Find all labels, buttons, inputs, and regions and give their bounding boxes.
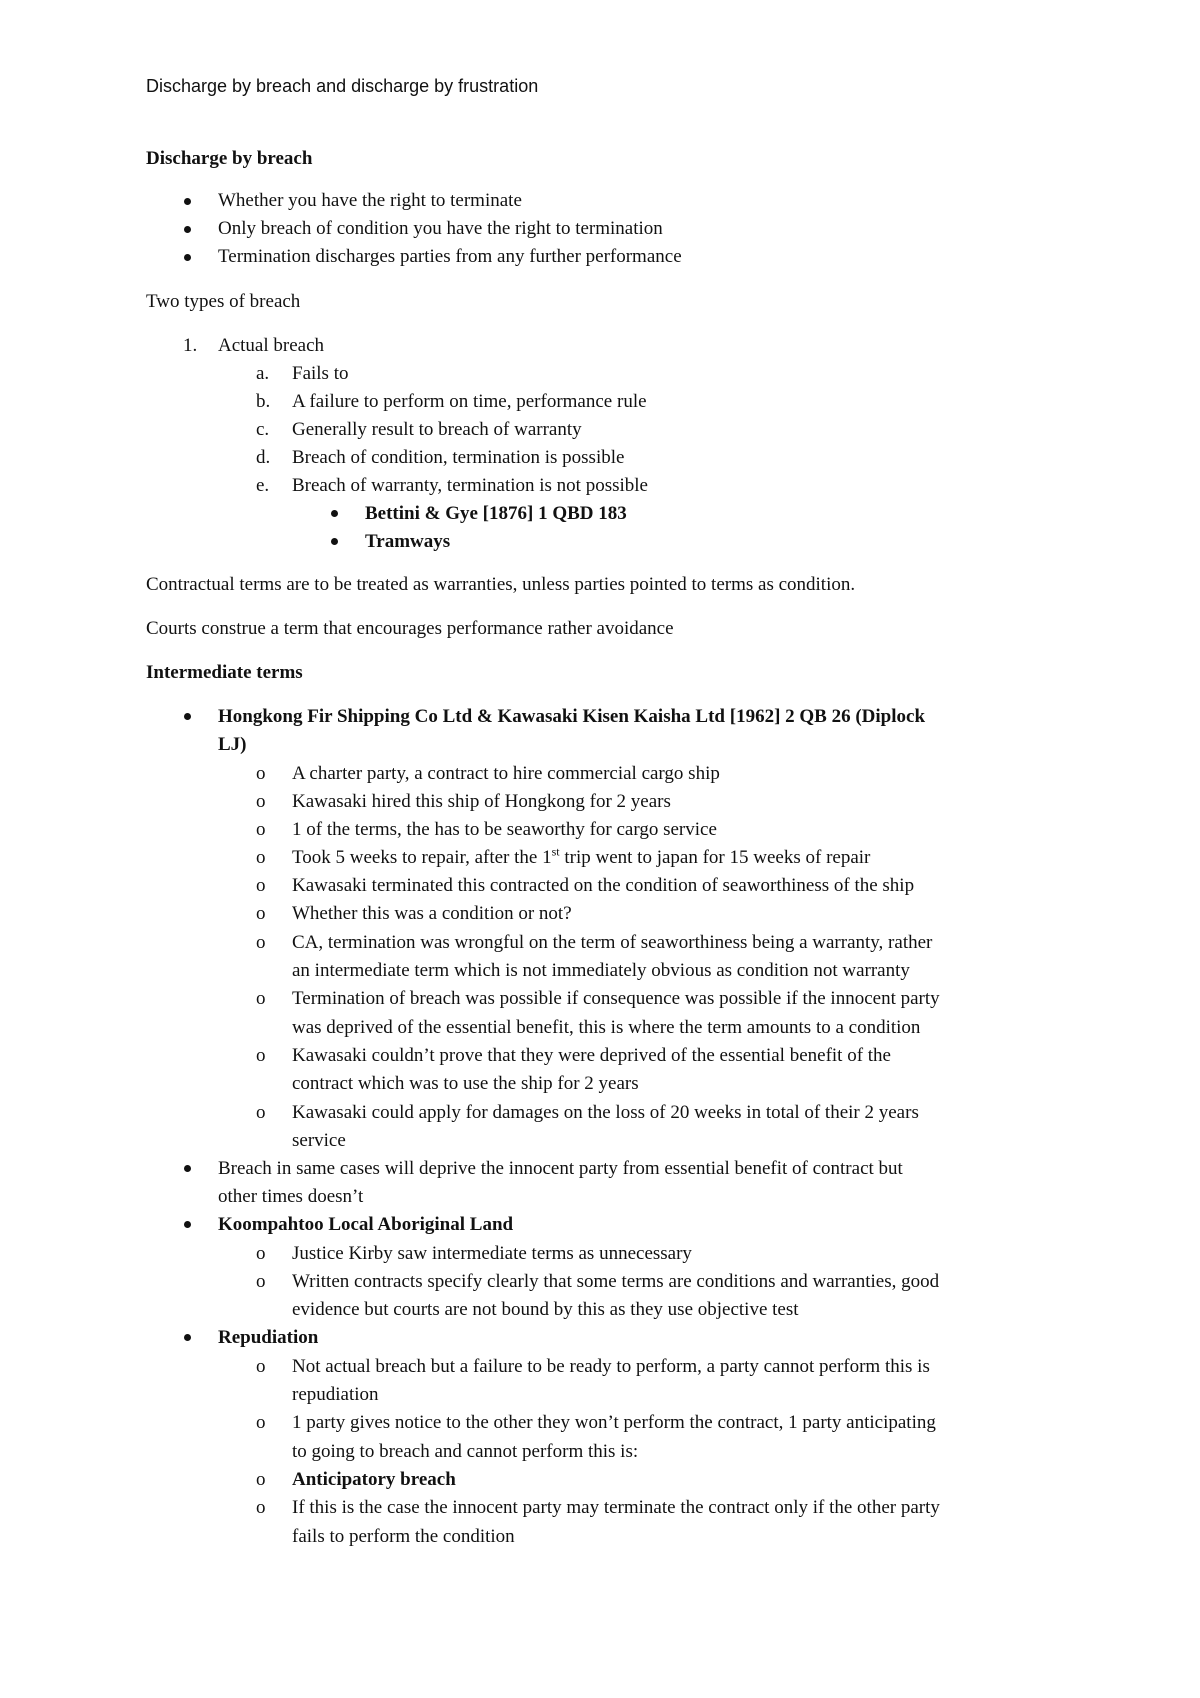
list-item: A failure to perform on time, performance rule xyxy=(292,391,647,412)
list-item: Breach of condition, termination is possible xyxy=(292,447,625,468)
bullet-icon xyxy=(184,226,191,233)
bullet-icon xyxy=(184,1165,191,1172)
list-item xyxy=(292,846,870,870)
circle-bullet-icon: o xyxy=(256,1102,266,1123)
text-part: Took 5 weeks to repair, after the 1 xyxy=(292,847,552,868)
circle-bullet-icon: o xyxy=(256,763,266,784)
list-item-continued: contract which was to use the ship for 2 years xyxy=(292,1073,639,1094)
list-letter: b. xyxy=(256,391,271,412)
list-item: Kawasaki hired this ship of Hongkong for 2 years xyxy=(292,791,671,812)
circle-bullet-icon: o xyxy=(256,1497,266,1518)
list-item: Termination discharges parties from any further performance xyxy=(218,246,682,267)
doc-title: Discharge by breach and discharge by frustration xyxy=(146,76,539,96)
text-part: trip went to japan for 15 weeks of repair xyxy=(559,847,871,868)
list-letter: a. xyxy=(256,363,270,384)
paragraph: Courts construe a term that encourages performance rather avoidance xyxy=(146,618,674,639)
list-item: Kawasaki terminated this contracted on the condition of seaworthiness of the ship xyxy=(292,875,915,896)
list-item: 1 of the terms, the has to be seaworthy for cargo service xyxy=(292,819,717,840)
paragraph: Contractual terms are to be treated as warranties, unless parties pointed to terms as condition. xyxy=(146,574,856,595)
list-item: Fails to xyxy=(292,363,349,384)
list-item-continued: was deprived of the essential benefit, this is where the term amounts to a condition xyxy=(292,1017,921,1038)
list-item-continued: evidence but courts are not bound by this as they use objective test xyxy=(292,1299,799,1320)
list-item-continued: other times doesn’t xyxy=(218,1186,364,1207)
list-item: Breach in same cases will deprive the innocent party from essential benefit of contract but xyxy=(218,1158,903,1179)
list-item: CA, termination was wrongful on the term of seaworthiness being a warranty, rather xyxy=(292,932,933,953)
list-item: Breach of warranty, termination is not possible xyxy=(292,475,648,496)
bullet-icon xyxy=(184,1221,191,1228)
list-item-continued: to going to breach and cannot perform this is: xyxy=(292,1441,639,1462)
bullet-icon xyxy=(184,1334,191,1341)
list-item: Whether you have the right to terminate xyxy=(218,190,522,211)
list-item-continued: service xyxy=(292,1130,346,1151)
list-item: Kawasaki could apply for damages on the loss of 20 weeks in total of their 2 years xyxy=(292,1102,919,1123)
list-item-continued: fails to perform the condition xyxy=(292,1526,515,1547)
circle-bullet-icon: o xyxy=(256,988,266,1009)
bullet-icon xyxy=(331,538,338,545)
circle-bullet-icon: o xyxy=(256,932,266,953)
heading-repudiation: Repudiation xyxy=(218,1327,319,1348)
list-number: 1. xyxy=(183,335,198,356)
bullet-icon xyxy=(184,254,191,261)
case-citation: Bettini & Gye [1876] 1 QBD 183 xyxy=(365,503,627,524)
list-item: Justice Kirby saw intermediate terms as unnecessary xyxy=(292,1243,692,1264)
heading-discharge-by-breach: Discharge by breach xyxy=(146,148,313,169)
list-item: Actual breach xyxy=(218,335,325,356)
bullet-icon xyxy=(184,713,191,720)
list-letter: c. xyxy=(256,419,270,440)
list-item: A charter party, a contract to hire commercial cargo ship xyxy=(292,763,720,784)
circle-bullet-icon: o xyxy=(256,1045,266,1066)
list-item: Whether this was a condition or not? xyxy=(292,903,572,924)
circle-bullet-icon: o xyxy=(256,1469,266,1490)
list-item: Not actual breach but a failure to be ready to perform, a party cannot perform this is xyxy=(292,1356,930,1377)
circle-bullet-icon: o xyxy=(256,1243,266,1264)
list-item-bold: Anticipatory breach xyxy=(292,1469,456,1490)
list-item: Written contracts specify clearly that some terms are conditions and warranties, good xyxy=(292,1271,940,1292)
list-item: If this is the case the innocent party may terminate the contract only if the other party xyxy=(292,1497,940,1518)
list-item: Only breach of condition you have the right to termination xyxy=(218,218,663,239)
paragraph-two-types: Two types of breach xyxy=(146,291,301,312)
circle-bullet-icon: o xyxy=(256,791,266,812)
list-item: Generally result to breach of warranty xyxy=(292,419,582,440)
list-item: Kawasaki couldn’t prove that they were deprived of the essential benefit of the xyxy=(292,1045,891,1066)
bullet-icon xyxy=(331,510,338,517)
circle-bullet-icon: o xyxy=(256,847,266,868)
case-citation: Tramways xyxy=(365,531,451,552)
case-citation: Koompahtoo Local Aboriginal Land xyxy=(218,1214,514,1235)
case-citation-continued: LJ) xyxy=(218,734,247,755)
circle-bullet-icon: o xyxy=(256,819,266,840)
list-item: Termination of breach was possible if consequence was possible if the innocent party xyxy=(292,988,940,1009)
list-letter: e. xyxy=(256,475,270,496)
list-item: 1 party gives notice to the other they won’t perform the contract, 1 party anticipating xyxy=(292,1412,936,1433)
circle-bullet-icon: o xyxy=(256,903,266,924)
heading-intermediate-terms: Intermediate terms xyxy=(146,662,303,683)
circle-bullet-icon: o xyxy=(256,1412,266,1433)
list-item-continued: repudiation xyxy=(292,1384,379,1405)
circle-bullet-icon: o xyxy=(256,875,266,896)
bullet-icon xyxy=(184,198,191,205)
circle-bullet-icon: o xyxy=(256,1356,266,1377)
list-item-continued: an intermediate term which is not immediately obvious as condition not warranty xyxy=(292,960,910,981)
superscript: st xyxy=(551,844,560,859)
case-citation: Hongkong Fir Shipping Co Ltd & Kawasaki Kisen Kaisha Ltd [1962] 2 QB 26 (Diplock xyxy=(218,706,926,727)
list-letter: d. xyxy=(256,447,271,468)
circle-bullet-icon: o xyxy=(256,1271,266,1292)
